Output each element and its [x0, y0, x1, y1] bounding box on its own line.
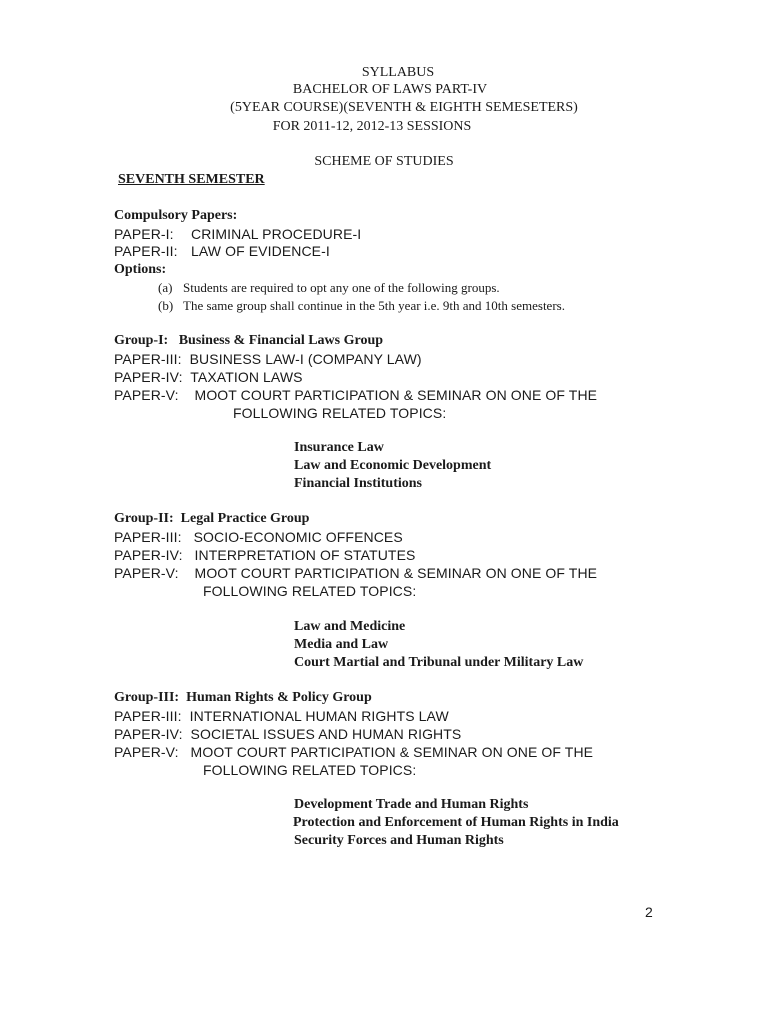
scheme-heading: SCHEME OF STUDIES [314, 154, 454, 169]
topic-item: Court Martial and Tribunal under Military Law [294, 655, 584, 670]
option-text: The same group shall continue in the 5th year i.e. 9th and 10th semesters. [183, 298, 565, 313]
group-heading: Group-I: Business & Financial Laws Group [114, 333, 384, 348]
title-course: BACHELOR OF LAWS PART-IV [292, 82, 488, 97]
title-sessions: FOR 2011-12, 2012-13 SESSIONS [272, 119, 472, 134]
group-paper-continuation: FOLLOWING RELATED TOPICS: [233, 405, 447, 421]
group-paper-continuation: FOLLOWING RELATED TOPICS: [203, 762, 417, 778]
group-paper: PAPER-V: MOOT COURT PARTICIPATION & SEMINAR ON ONE OF THE [114, 744, 594, 760]
group-paper: PAPER-IV: SOCIETAL ISSUES AND HUMAN RIGHTS [114, 726, 462, 742]
compulsory-heading: Compulsory Papers: [114, 208, 238, 223]
group-paper: PAPER-III: BUSINESS LAW-I (COMPANY LAW) [114, 351, 422, 367]
topic-item: Law and Economic Development [294, 458, 492, 473]
group-paper-continuation: FOLLOWING RELATED TOPICS: [203, 583, 417, 599]
title-syllabus: SYLLABUS [361, 65, 435, 80]
topic-item: Protection and Enforcement of Human Rights in India [293, 815, 619, 830]
topic-item: Law and Medicine [294, 619, 406, 634]
options-heading: Options: [114, 262, 167, 277]
topic-item: Financial Institutions [294, 476, 422, 491]
page-number: 2 [645, 904, 653, 920]
compulsory-paper-code: PAPER-II: [114, 243, 178, 259]
topic-item: Media and Law [294, 637, 389, 652]
topic-item: Insurance Law [294, 440, 384, 455]
group-paper: PAPER-IV: TAXATION LAWS [114, 369, 303, 385]
option-text: Students are required to opt any one of the following groups. [183, 280, 500, 295]
group-paper: PAPER-III: SOCIO-ECONOMIC OFFENCES [114, 529, 403, 545]
compulsory-paper-title: CRIMINAL PROCEDURE-I [191, 226, 362, 242]
title-duration: (5YEAR COURSE)(SEVENTH & EIGHTH SEMESETERS) [230, 100, 578, 115]
group-heading: Group-III: Human Rights & Policy Group [114, 690, 372, 705]
semester-heading: SEVENTH SEMESTER [118, 172, 265, 187]
option-marker: (b) [158, 298, 174, 313]
compulsory-paper-code: PAPER-I: [114, 226, 174, 242]
option-marker: (a) [158, 280, 173, 295]
topic-item: Security Forces and Human Rights [294, 833, 504, 848]
group-paper: PAPER-IV: INTERPRETATION OF STATUTES [114, 547, 416, 563]
group-paper: PAPER-V: MOOT COURT PARTICIPATION & SEMINAR ON ONE OF THE [114, 565, 598, 581]
group-paper: PAPER-V: MOOT COURT PARTICIPATION & SEMINAR ON ONE OF THE [114, 387, 598, 403]
group-paper: PAPER-III: INTERNATIONAL HUMAN RIGHTS LAW [114, 708, 449, 724]
group-heading: Group-II: Legal Practice Group [114, 511, 310, 526]
topic-item: Development Trade and Human Rights [294, 797, 529, 812]
compulsory-paper-title: LAW OF EVIDENCE-I [191, 243, 330, 259]
